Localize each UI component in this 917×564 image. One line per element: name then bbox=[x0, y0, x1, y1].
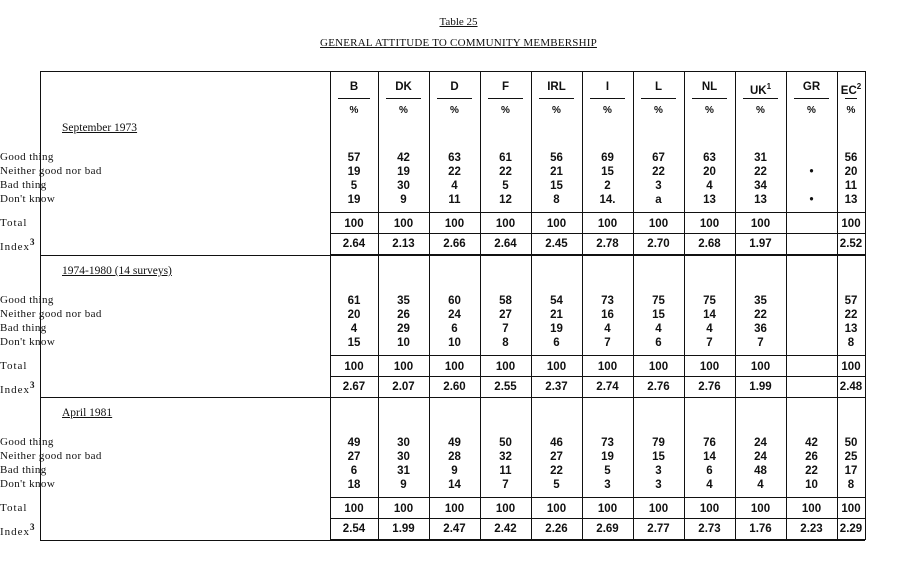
cell-bad: 15 bbox=[550, 180, 563, 192]
cell-index bbox=[786, 237, 837, 251]
cell-good: 76 bbox=[703, 437, 716, 449]
row-label-total: Total bbox=[0, 502, 28, 514]
cell-bad: 11 bbox=[844, 180, 858, 192]
column-footnote-marker: 1 bbox=[766, 82, 772, 91]
index-row-rule bbox=[330, 233, 865, 234]
cell-neither: 22 bbox=[499, 166, 512, 178]
cell-index: 2.52 bbox=[839, 238, 863, 250]
unit-label: % bbox=[846, 105, 856, 116]
cell-dk: 10 bbox=[397, 337, 410, 349]
cell-neither: 30 bbox=[397, 451, 410, 463]
cell-dk: 11 bbox=[448, 194, 461, 206]
column-header-i: I bbox=[605, 81, 610, 93]
column-footnote-marker: 2 bbox=[856, 82, 862, 91]
cell-index: 2.48 bbox=[839, 381, 863, 393]
column-header-b: B bbox=[349, 81, 359, 93]
column-header-d: D bbox=[450, 81, 459, 93]
cell-index: 1.97 bbox=[749, 238, 772, 250]
cell-neither: 14 bbox=[703, 451, 716, 463]
unit-label: % bbox=[807, 105, 816, 116]
cell-good: 61 bbox=[347, 295, 361, 307]
cell-dk: 7 bbox=[706, 337, 713, 349]
cell-neither: 15 bbox=[652, 309, 665, 321]
cell-good: 73 bbox=[601, 437, 614, 449]
index-row-rule bbox=[330, 376, 865, 377]
cell-total bbox=[786, 217, 837, 231]
cell-good: 35 bbox=[754, 295, 767, 307]
cell-total: 100 bbox=[444, 361, 465, 373]
row-label-neither: Neither good nor bad bbox=[0, 308, 102, 320]
cell-neither: 20 bbox=[844, 166, 858, 178]
cell-total: 100 bbox=[648, 361, 669, 373]
index-row-rule bbox=[330, 397, 865, 398]
cell-neither: 20 bbox=[347, 309, 361, 321]
cell-bad bbox=[786, 179, 837, 193]
cell-neither: 24 bbox=[754, 451, 767, 463]
cell-index: 2.77 bbox=[647, 523, 670, 535]
cell-good: 57 bbox=[844, 295, 858, 307]
cell-dk: 10 bbox=[448, 337, 461, 349]
cell-good: 56 bbox=[550, 152, 563, 164]
cell-total: 100 bbox=[750, 503, 771, 515]
cell-neither: 27 bbox=[347, 451, 361, 463]
cell-total: 100 bbox=[546, 503, 567, 515]
row-label-good: Good thing bbox=[0, 151, 54, 163]
cell-good: 50 bbox=[499, 437, 512, 449]
cell-index: 2.74 bbox=[596, 381, 619, 393]
cell-bad: 17 bbox=[844, 465, 858, 477]
cell-bad: 4 bbox=[451, 180, 458, 192]
cell-neither: 22 bbox=[754, 309, 767, 321]
cell-good: 75 bbox=[703, 295, 716, 307]
cell-dk: 13 bbox=[754, 194, 767, 206]
cell-good: 79 bbox=[652, 437, 665, 449]
cell-index: 2.66 bbox=[443, 238, 466, 250]
cell-neither: 22 bbox=[844, 309, 858, 321]
cell-dk: 8 bbox=[847, 337, 855, 349]
cell-neither: 27 bbox=[550, 451, 563, 463]
cell-neither: 22 bbox=[754, 166, 767, 178]
unit-label: % bbox=[399, 105, 408, 116]
cell-dk: • bbox=[809, 194, 814, 206]
header-underline bbox=[590, 98, 625, 99]
cell-index: 2.60 bbox=[443, 381, 466, 393]
cell-total: 100 bbox=[546, 361, 567, 373]
cell-total: 100 bbox=[597, 361, 618, 373]
cell-total: 100 bbox=[699, 361, 720, 373]
cell-neither: • bbox=[809, 166, 814, 178]
cell-index: 2.07 bbox=[392, 381, 415, 393]
cell-good: 42 bbox=[805, 437, 818, 449]
cell-good: 54 bbox=[550, 295, 563, 307]
cell-dk: 19 bbox=[347, 194, 361, 206]
row-label-dk: Don't know bbox=[0, 193, 56, 205]
row-label-bad: Bad thing bbox=[0, 464, 47, 476]
cell-good: 42 bbox=[397, 152, 410, 164]
cell-index: 2.47 bbox=[443, 523, 466, 535]
cell-neither: 32 bbox=[499, 451, 512, 463]
cell-dk: 13 bbox=[844, 194, 858, 206]
cell-good: 24 bbox=[754, 437, 767, 449]
row-label-bad: Bad thing bbox=[0, 322, 47, 334]
cell-bad: 11 bbox=[499, 465, 512, 477]
section-title: 1974-1980 (14 surveys) bbox=[62, 265, 172, 277]
cell-dk: 6 bbox=[655, 337, 662, 349]
cell-neither: 25 bbox=[844, 451, 858, 463]
cell-index: 2.13 bbox=[392, 238, 415, 250]
header-underline bbox=[641, 98, 676, 99]
row-label-good: Good thing bbox=[0, 436, 54, 448]
cell-dk: 5 bbox=[553, 479, 560, 491]
cell-good: 30 bbox=[397, 437, 410, 449]
cell-good: 75 bbox=[652, 295, 665, 307]
index-footnote-marker: 3 bbox=[30, 380, 36, 390]
cell-dk: 4 bbox=[706, 479, 713, 491]
cell-neither: 20 bbox=[703, 166, 716, 178]
column-header-f: F bbox=[501, 81, 510, 93]
cell-neither: 14 bbox=[703, 309, 716, 321]
row-label-dk: Don't know bbox=[0, 336, 56, 348]
index-row-rule bbox=[330, 518, 865, 519]
cell-dk: 8 bbox=[847, 479, 855, 491]
cell-neither: 26 bbox=[805, 451, 818, 463]
cell-dk: a bbox=[655, 194, 662, 206]
index-footnote-marker: 3 bbox=[30, 522, 36, 532]
column-header-l: L bbox=[654, 81, 663, 93]
cell-total: 100 bbox=[597, 503, 618, 515]
cell-index: 2.64 bbox=[342, 238, 366, 250]
cell-dk: 10 bbox=[805, 479, 818, 491]
row-label-index: Index$^3$ bbox=[0, 522, 36, 538]
cell-bad: 30 bbox=[397, 180, 410, 192]
cell-neither: 21 bbox=[550, 166, 563, 178]
cell-total: 100 bbox=[750, 361, 771, 373]
cell-dk: 9 bbox=[400, 479, 407, 491]
cell-bad: 22 bbox=[550, 465, 563, 477]
unit-label: % bbox=[654, 105, 663, 116]
cell-good: 63 bbox=[448, 152, 461, 164]
cell-index: 2.23 bbox=[800, 523, 823, 535]
cell-index: 2.67 bbox=[342, 381, 366, 393]
table-top-border bbox=[40, 71, 865, 72]
row-label-bad: Bad thing bbox=[0, 179, 47, 191]
cell-total: 100 bbox=[495, 503, 516, 515]
cell-good: 49 bbox=[347, 437, 361, 449]
cell-bad: 4 bbox=[706, 323, 713, 335]
cell-index: 2.69 bbox=[596, 523, 619, 535]
section-divider bbox=[40, 255, 865, 256]
cell-bad: 22 bbox=[805, 465, 818, 477]
cell-good: 46 bbox=[550, 437, 563, 449]
cell-bad: 13 bbox=[844, 323, 858, 335]
column-header-ec: $EC^2$ bbox=[840, 82, 862, 97]
cell-neither: 19 bbox=[347, 166, 361, 178]
cell-bad: 29 bbox=[397, 323, 410, 335]
header-underline bbox=[386, 98, 421, 99]
cell-total: 100 bbox=[699, 503, 720, 515]
unit-label: % bbox=[450, 105, 459, 116]
cell-neither: 15 bbox=[652, 451, 665, 463]
cell-bad: 4 bbox=[604, 323, 611, 335]
cell-bad: 6 bbox=[350, 465, 358, 477]
cell-index: 1.99 bbox=[749, 381, 772, 393]
cell-total bbox=[786, 360, 837, 374]
cell-neither: 26 bbox=[397, 309, 410, 321]
row-label-total: Total bbox=[0, 360, 28, 372]
index-row-rule bbox=[330, 254, 865, 255]
index-row-rule bbox=[330, 539, 865, 540]
cell-index: 2.37 bbox=[545, 381, 568, 393]
column-header-gr: GR bbox=[802, 81, 821, 93]
row-label-neither: Neither good nor bad bbox=[0, 450, 102, 462]
cell-total: 100 bbox=[495, 361, 516, 373]
cell-neither: 28 bbox=[448, 451, 461, 463]
cell-good: 58 bbox=[499, 295, 512, 307]
cell-bad: 4 bbox=[655, 323, 662, 335]
cell-good: 69 bbox=[601, 152, 614, 164]
cell-good: 49 bbox=[448, 437, 461, 449]
cell-index: 2.68 bbox=[698, 238, 721, 250]
row-label-index: Index$^3$ bbox=[0, 380, 36, 396]
cell-dk: 14 bbox=[448, 479, 461, 491]
header-underline bbox=[488, 98, 523, 99]
cell-dk: 3 bbox=[655, 479, 662, 491]
cell-good: 67 bbox=[652, 152, 665, 164]
cell-index: 2.26 bbox=[545, 523, 568, 535]
cell-bad: 6 bbox=[451, 323, 458, 335]
cell-good bbox=[786, 294, 837, 308]
cell-index: 2.42 bbox=[494, 523, 517, 535]
cell-neither: 21 bbox=[550, 309, 563, 321]
table-number: Table 25 bbox=[439, 16, 478, 28]
cell-total: 100 bbox=[648, 218, 669, 230]
cell-dk: 7 bbox=[757, 337, 764, 349]
cell-dk: 18 bbox=[347, 479, 361, 491]
cell-good: 73 bbox=[601, 295, 614, 307]
cell-bad: 6 bbox=[706, 465, 713, 477]
cell-bad: 3 bbox=[655, 180, 662, 192]
header-underline bbox=[338, 98, 370, 99]
cell-dk: 12 bbox=[499, 194, 512, 206]
cell-dk: 3 bbox=[604, 479, 611, 491]
cell-index: 2.76 bbox=[647, 381, 670, 393]
cell-dk: 9 bbox=[400, 194, 407, 206]
table-title: GENERAL ATTITUDE TO COMMUNITY MEMBERSHIP bbox=[320, 37, 597, 49]
cell-good: 50 bbox=[844, 437, 858, 449]
cell-good: 35 bbox=[397, 295, 410, 307]
total-row-rule bbox=[330, 355, 865, 356]
cell-total: 100 bbox=[801, 503, 822, 515]
cell-neither: 27 bbox=[499, 309, 512, 321]
cell-total: 100 bbox=[597, 218, 618, 230]
cell-bad: 34 bbox=[754, 180, 767, 192]
cell-good: 56 bbox=[844, 152, 858, 164]
unit-label: % bbox=[603, 105, 612, 116]
cell-neither: 22 bbox=[448, 166, 461, 178]
cell-good: 60 bbox=[448, 295, 461, 307]
cell-index: 2.76 bbox=[698, 381, 721, 393]
cell-neither: 16 bbox=[601, 309, 614, 321]
cell-neither: 22 bbox=[652, 166, 665, 178]
column-header-dk: DK bbox=[395, 81, 412, 93]
cell-bad: 7 bbox=[502, 323, 509, 335]
unit-label: % bbox=[756, 105, 765, 116]
cell-bad: 4 bbox=[350, 323, 358, 335]
total-row-rule bbox=[330, 212, 865, 213]
cell-index: 2.54 bbox=[342, 523, 366, 535]
cell-dk: 7 bbox=[604, 337, 611, 349]
cell-index: 1.99 bbox=[392, 523, 415, 535]
unit-label: % bbox=[501, 105, 510, 116]
cell-neither: 19 bbox=[601, 451, 614, 463]
cell-total: 100 bbox=[648, 503, 669, 515]
index-footnote-marker: 3 bbox=[30, 237, 36, 247]
row-label-good: Good thing bbox=[0, 294, 54, 306]
cell-dk bbox=[786, 336, 837, 350]
section-title: April 1981 bbox=[62, 407, 113, 419]
cell-total: 100 bbox=[750, 218, 771, 230]
cell-total: 100 bbox=[841, 361, 861, 373]
cell-index: 2.78 bbox=[596, 238, 619, 250]
row-label-neither: Neither good nor bad bbox=[0, 165, 102, 177]
cell-bad: 36 bbox=[754, 323, 767, 335]
cell-index: 2.45 bbox=[545, 238, 568, 250]
cell-dk: 8 bbox=[553, 194, 560, 206]
cell-dk: 4 bbox=[757, 479, 764, 491]
header-underline bbox=[437, 98, 472, 99]
cell-dk: 8 bbox=[502, 337, 509, 349]
row-label-total: Total bbox=[0, 217, 28, 229]
cell-dk: 14. bbox=[599, 194, 616, 206]
cell-index: 2.73 bbox=[698, 523, 721, 535]
cell-neither bbox=[786, 308, 837, 322]
header-underline bbox=[539, 98, 574, 99]
cell-index bbox=[786, 380, 837, 394]
cell-dk: 15 bbox=[347, 337, 361, 349]
cell-good: 31 bbox=[754, 152, 767, 164]
table-bottom-border bbox=[40, 540, 865, 541]
cell-total: 100 bbox=[546, 218, 567, 230]
cell-dk: 6 bbox=[553, 337, 560, 349]
cell-index: 2.70 bbox=[647, 238, 670, 250]
cell-total: 100 bbox=[344, 503, 364, 515]
cell-neither: 24 bbox=[448, 309, 461, 321]
section-title: September 1973 bbox=[62, 122, 138, 134]
cell-index: 2.55 bbox=[494, 381, 517, 393]
cell-bad: 9 bbox=[451, 465, 458, 477]
unit-label: % bbox=[349, 105, 359, 116]
column-header-uk: $UK^1$ bbox=[749, 82, 772, 97]
cell-dk: 13 bbox=[703, 194, 716, 206]
cell-index: 2.64 bbox=[494, 238, 517, 250]
row-label-dk: Don't know bbox=[0, 478, 56, 490]
cell-good: 57 bbox=[347, 152, 361, 164]
cell-good bbox=[786, 151, 837, 165]
header-underline bbox=[743, 98, 778, 99]
cell-total: 100 bbox=[393, 218, 414, 230]
cell-good: 61 bbox=[499, 152, 512, 164]
header-underline bbox=[794, 98, 829, 99]
total-row-rule bbox=[330, 497, 865, 498]
header-underline bbox=[845, 98, 857, 99]
cell-bad: 2 bbox=[604, 180, 611, 192]
cell-total: 100 bbox=[393, 361, 414, 373]
cell-total: 100 bbox=[344, 218, 364, 230]
cell-good: 63 bbox=[703, 152, 716, 164]
cell-total: 100 bbox=[841, 503, 861, 515]
cell-bad bbox=[786, 322, 837, 336]
cell-bad: 48 bbox=[754, 465, 767, 477]
cell-total: 100 bbox=[344, 361, 364, 373]
cell-total: 100 bbox=[495, 218, 516, 230]
cell-neither: 19 bbox=[397, 166, 410, 178]
column-header-nl: NL bbox=[701, 81, 718, 93]
header-underline bbox=[692, 98, 727, 99]
cell-total: 100 bbox=[444, 218, 465, 230]
cell-total: 100 bbox=[699, 218, 720, 230]
cell-total: 100 bbox=[393, 503, 414, 515]
cell-bad: 3 bbox=[655, 465, 662, 477]
cell-bad: 19 bbox=[550, 323, 563, 335]
unit-label: % bbox=[705, 105, 714, 116]
cell-bad: 5 bbox=[350, 180, 358, 192]
cell-index: 1.76 bbox=[749, 523, 772, 535]
cell-neither: 15 bbox=[601, 166, 614, 178]
row-label-index: Index$^3$ bbox=[0, 237, 36, 253]
cell-dk: 7 bbox=[502, 479, 509, 491]
cell-total: 100 bbox=[444, 503, 465, 515]
unit-label: % bbox=[552, 105, 561, 116]
column-header-irl: IRL bbox=[547, 81, 566, 93]
cell-index: 2.29 bbox=[839, 523, 863, 535]
cell-total: 100 bbox=[841, 218, 861, 230]
cell-bad: 5 bbox=[604, 465, 611, 477]
cell-bad: 31 bbox=[397, 465, 410, 477]
table-right-border bbox=[865, 71, 866, 540]
cell-bad: 4 bbox=[706, 180, 713, 192]
cell-bad: 5 bbox=[502, 180, 509, 192]
